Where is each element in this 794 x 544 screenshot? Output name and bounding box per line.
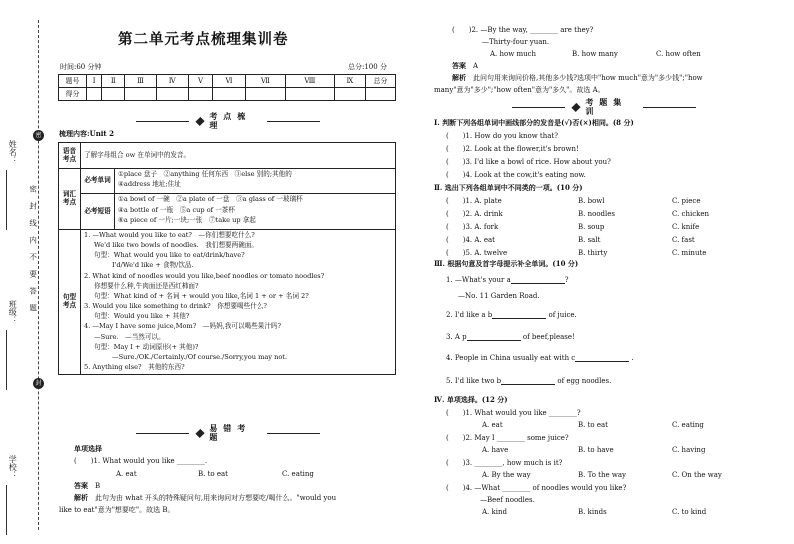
phrases-subcategory: 必考短语 [81, 194, 115, 230]
part3-q4-text: 4. People in China usually eat with c [446, 354, 576, 362]
school-line [6, 485, 7, 535]
option-a: A. how much [490, 50, 537, 58]
answer-blank[interactable] [511, 283, 565, 284]
sentence-line: 2. What kind of noodles would you like,beef noodles or tomato noodles? [84, 271, 325, 280]
score-cell: Ⅵ [213, 75, 245, 88]
class-label: 班级： [8, 300, 18, 324]
sentences-cell [81, 229, 396, 374]
section-header-error [128, 422, 328, 442]
score-input[interactable] [102, 88, 125, 101]
part1-heading: Ⅰ. 判断下列各组单词中画线部分的发音是(√)否(×)相同。(8 分) [434, 118, 634, 127]
diamond-icon [196, 428, 205, 437]
part4-q4-reply: —Beef noodles. [480, 496, 535, 504]
word-line: ①place 盘子 ②anything 任何东西 ③else 别的;其他的 [118, 170, 292, 178]
error-question: ( )1. What would you like ________. [74, 457, 208, 465]
sentence-line: 句型：What kind of + 名词 + would you like,名词 1 + or + 名词 2? [94, 291, 309, 300]
part4-q1: ( )1. What would you like ________? [446, 409, 581, 417]
part1-item: ( )2. Look at the flower,it's brown! [446, 145, 579, 153]
sentence-line: —Sure./OK./Certainly./Of course./Sorry,you may not. [112, 352, 288, 361]
score-input[interactable] [213, 88, 245, 101]
sentence-line: —Sure. —当然可以。 [94, 332, 165, 341]
score-input[interactable] [366, 88, 396, 101]
part2-option: C. minute [672, 249, 707, 257]
words-row [59, 169, 396, 194]
score-row-label: 得分 [59, 88, 87, 101]
score-input[interactable] [286, 88, 334, 101]
answer-label: 答案 [74, 481, 88, 490]
option-a: A. have [482, 446, 509, 454]
score-input[interactable] [334, 88, 365, 101]
score-table [58, 74, 396, 101]
seal-dashed-line [38, 20, 39, 530]
part3-q4-tail: . [631, 354, 634, 362]
name-line [6, 170, 7, 230]
part3-q2-text: 2. I'd like a b [446, 311, 493, 319]
time-label: 时间:60 分钟 [60, 63, 102, 71]
part2-option: B. salt [578, 236, 601, 244]
section-title: 易错考题 [209, 422, 252, 442]
part2-heading: Ⅱ. 选出下列各组单词中不同类的一项。(10 分) [434, 183, 583, 192]
score-input[interactable] [87, 88, 102, 101]
sentences-row [59, 229, 396, 374]
option-a: A. eat [482, 421, 503, 429]
answer-blank[interactable] [575, 361, 629, 362]
answer-value: A [473, 62, 479, 70]
part3-q1-text: 1. —What's your a [446, 276, 511, 284]
part3-q1: 1. —What's your a ? [446, 276, 569, 284]
answer-blank[interactable] [501, 384, 555, 385]
part1-item: ( )4. Look at the cow,it's eating now. [446, 171, 586, 179]
part3-q2 [446, 311, 577, 319]
analysis-text-cont: many"意为"多少";"how often"意为"多久"。故选 A。 [434, 86, 605, 94]
score-cell: 总分 [366, 75, 396, 88]
page-title: 第二单元考点梳理集训卷 [118, 32, 289, 48]
class-line [6, 330, 7, 390]
school-label: 学校： [8, 455, 18, 479]
sentence-line: 3. Would you like something to drink? 你想要喝些什么? [84, 302, 267, 311]
part4-q4: ( )4. —What ________ of noodles would you like? [446, 484, 627, 492]
score-cell: Ⅲ [125, 75, 156, 88]
score-cell: Ⅶ [245, 75, 285, 88]
score-cell: Ⅷ [286, 75, 334, 88]
part2-item: ( )5. A. twelve [446, 249, 508, 257]
sentence-line: 5. Anything else? 其他的东西? [84, 363, 185, 372]
header-rule [267, 433, 320, 434]
score-value-row [59, 88, 396, 101]
left-column [58, 0, 398, 544]
part2-option: B. thirty [578, 249, 608, 257]
part2-item: ( )1. A. plate [446, 197, 502, 205]
part2-option: B. noodles [578, 210, 615, 218]
question-reply: —Thirty-four yuan. [482, 38, 550, 46]
total-label: 总分:100 分 [348, 63, 387, 71]
header-rule [267, 121, 320, 122]
part1-item: ( )3. I'd like a bowl of rice. How about you? [446, 158, 611, 166]
score-cell: Ⅳ [156, 75, 188, 88]
name-label: 姓名： [8, 140, 18, 164]
option-b: B. kinds [578, 508, 607, 516]
part2-option: C. fast [672, 236, 695, 244]
analysis-label: 解析 [452, 73, 466, 82]
kp-unit: 梳理内容:Unit 2 [59, 129, 114, 138]
analysis-line [74, 494, 336, 502]
part3-q3-tail: of beef,please! [522, 333, 575, 341]
seal-circle-bottom: 封 [33, 378, 44, 389]
sentence-line: We'd like two bowls of noodles. 我们想要两碗面。 [94, 241, 259, 250]
sentence-line: 句型：Would you like + 其他? [94, 312, 190, 321]
section-title: 考题集训 [585, 96, 628, 116]
phrase-line: ①a bowl of 一碗 ②a plate of 一盘 ③a glass of 一玻璃杯 [118, 195, 303, 204]
option-c: C. eating [672, 421, 704, 429]
part1-item: ( )1. How do you know that? [446, 132, 558, 140]
phonics-category: 语音考点 [59, 143, 81, 169]
sentence-line: I'd/We'd like + 食物/饮品. [112, 261, 194, 270]
answer-label: 答案 [452, 61, 466, 70]
seal-circle-top: 密 [33, 130, 44, 141]
part3-q5-tail: of egg noodles. [557, 377, 612, 385]
score-input[interactable] [156, 88, 188, 101]
phrases-row [59, 194, 396, 230]
part3-q3-text: 3. A p [446, 333, 467, 341]
part4-q2: ( )2. May I ________ some juice? [446, 434, 569, 442]
part3-q2-tail: of juice. [548, 311, 577, 319]
answer-blank[interactable] [467, 340, 521, 341]
option-b: B. how many [572, 50, 618, 58]
score-input[interactable] [188, 88, 212, 101]
diamond-icon [572, 102, 581, 111]
score-header-row [59, 75, 396, 88]
sentence-line: 4. —May I have some juice,Mom? —妈妈,我可以喝些果汁吗? [84, 322, 282, 331]
analysis-text-cont: like to eat"意为"想要吃"。故选 B。 [59, 506, 175, 514]
option-a: A. By the way [482, 471, 531, 479]
option-c: C. eating [282, 470, 314, 478]
analysis-label: 解析 [74, 493, 88, 502]
option-c: C. how often [656, 50, 701, 58]
word-line: ④address 地址;住址 [118, 180, 181, 189]
phrases-cell [115, 194, 396, 230]
sentence-line: 1. —What would you like to eat? —你们想要吃什么? [84, 230, 255, 239]
error-heading: 单项选择 [74, 444, 102, 453]
part4-heading: Ⅳ. 单项选择。(12 分) [434, 395, 508, 404]
part2-option: C. knife [672, 223, 700, 231]
part3-q5 [446, 377, 611, 385]
part4-q3: ( )3. ________, how much is it? [446, 459, 563, 467]
section-header-kp [128, 110, 328, 130]
sentence-category: 句型考点 [59, 229, 81, 374]
option-b: B. To the way [578, 471, 626, 479]
option-b: B. to have [578, 446, 614, 454]
answer-blank[interactable] [492, 318, 546, 319]
header-rule [136, 121, 189, 122]
part3-heading: Ⅲ. 根据句意及首字母提示补全单词。(10 分) [434, 259, 579, 268]
words-cell [115, 169, 396, 194]
vocab-category: 词汇考点 [59, 169, 81, 230]
part3-q4 [446, 354, 634, 362]
part2-option: B. soup [578, 223, 605, 231]
phonics-text: 了解字母组合 ow 在单词中的发音。 [81, 143, 396, 169]
key-points-table [58, 142, 396, 375]
score-cell: 题号 [59, 75, 87, 88]
header-rule [643, 107, 696, 108]
words-subcategory: 必考单词 [81, 169, 115, 194]
part2-option: C. piece [672, 197, 701, 205]
part2-option: B. bowl [578, 197, 605, 205]
answer-line [74, 482, 100, 490]
sentence-line: 你想要什么种,牛肉面还是西红柿面? [94, 281, 199, 290]
score-cell: Ⅱ [102, 75, 125, 88]
score-input[interactable] [245, 88, 285, 101]
score-cell: Ⅴ [188, 75, 212, 88]
analysis-text: 此句为由 what 开头的特殊疑问句,用来询问对方想要吃/喝什么。"would you [95, 494, 337, 502]
section-header-drill [504, 96, 704, 116]
header-rule [136, 433, 189, 434]
answer-line [452, 62, 478, 70]
option-c: C. to kind [672, 508, 707, 516]
option-a: A. kind [482, 508, 507, 516]
part2-item: ( )2. A. drink [446, 210, 503, 218]
part2-option: C. chicken [672, 210, 710, 218]
section-title: 考点梳理 [209, 110, 252, 130]
score-input[interactable] [125, 88, 156, 101]
option-a: A. eat [116, 470, 137, 478]
answer-value: B [95, 482, 101, 490]
score-cell: Ⅰ [87, 75, 102, 88]
part3-q1-reply: —No. 11 Garden Road. [458, 292, 540, 300]
part3-q3 [446, 333, 575, 341]
analysis-text: 此问句用来询问价格,其他多少钱?选项中"how much"意为"多少钱";"how [473, 74, 703, 82]
analysis-line [452, 74, 703, 82]
phrase-line: ④a bottle of 一瓶 ⑤a cup of 一茶杯 [118, 205, 235, 214]
header-rule [512, 107, 565, 108]
sentence-line: 句型：What would you like to eat/drink/have? [94, 251, 245, 260]
phrase-line: ⑥a piece of 一片;一块;一张 ⑦take up 拿起 [118, 215, 256, 224]
option-b: B. to eat [198, 470, 228, 478]
option-b: B. to eat [578, 421, 608, 429]
option-c: C. On the way [672, 471, 722, 479]
part2-item: ( )3. A. fork [446, 223, 499, 231]
phonics-row [59, 143, 396, 169]
question-stem: ( )2. —By the way, ________ are they? [452, 26, 594, 34]
option-c: C. having [672, 446, 706, 454]
binding-margin [0, 0, 58, 544]
sentence-line: 句型：May I + 动词原形(+ 其他)? [94, 342, 199, 351]
seal-text: 密 封 线 内 不 要 答 题 [28, 185, 38, 313]
right-column [424, 0, 790, 544]
score-cell: Ⅸ [334, 75, 365, 88]
part2-item: ( )4. A. eat [446, 236, 495, 244]
part3-q5-text: 5. I'd like two b [446, 377, 502, 385]
diamond-icon [196, 116, 205, 125]
